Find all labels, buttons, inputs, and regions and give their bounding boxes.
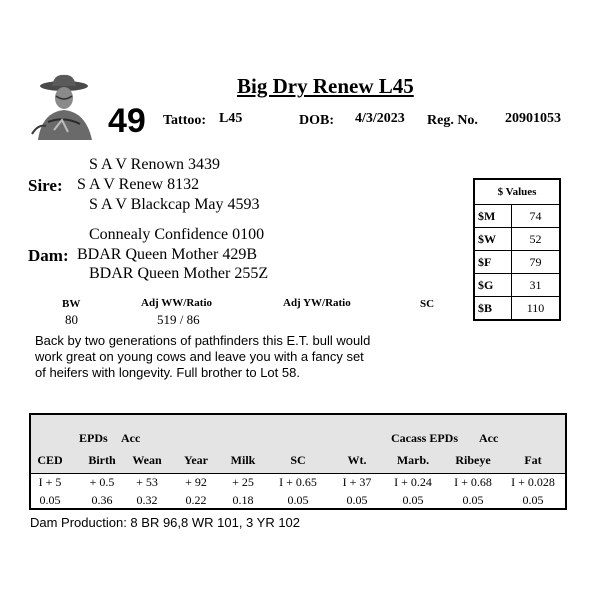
epd-column-header: SC [290,453,306,467]
lot-number: 49 [108,102,146,140]
value-number: 31 [512,274,561,297]
tattoo-label: Tattoo: [163,113,207,128]
value-number: 74 [512,205,561,228]
epd-value: + 53 [136,475,158,489]
sire-name: S A V Renew 8132 [77,176,200,193]
epd-accuracy: 0.22 [185,493,207,507]
epd-value: + 92 [185,475,207,489]
reg-label: Reg. No. [427,113,478,128]
value-key: $W [474,228,512,251]
lot-description: Back by two generations of pathfinders this E.T. bull would work great on young cows and leave you with a fancy set of heifers with longevity. Full brother to Lot 58. [35,333,371,380]
reg-value: 20901053 [505,111,561,126]
epd-column-header: Fat [524,453,542,467]
value-number: 79 [512,251,561,274]
bw-value: 80 [65,312,78,327]
epd-accuracy: 0.18 [232,493,254,507]
dob-value: 4/3/2023 [355,111,405,126]
dam-name: BDAR Queen Mother 429B [77,246,257,263]
epd-column-header: Ribeye [455,453,491,467]
epd-value: + 25 [232,475,254,489]
epd-value: + 0.5 [89,475,115,489]
epd-column-header: Wt. [347,453,367,467]
epd-accuracy: 0.05 [287,493,309,507]
epd-group-label: EPDs [79,431,108,445]
value-key: $G [474,274,512,297]
epd-column-header: CED [37,453,63,467]
epd-accuracy: 0.32 [136,493,158,507]
dam-dam: BDAR Queen Mother 255Z [89,265,269,282]
epd-value: I + 0.65 [279,475,317,489]
carcass-epd-group-label: Cacass EPDs [391,431,459,445]
epd-accuracy: 0.36 [91,493,113,507]
epd-column-header: Marb. [396,453,430,467]
epd-acc-label: Acc [121,431,141,445]
value-key: $B [474,297,512,321]
dollar-values-header: $ Values [474,179,560,205]
epd-value: I + 0.028 [511,475,555,489]
epd-column-header: Birth [88,453,116,467]
epd-column-header: Year [184,453,208,467]
epd-value: I + 5 [38,475,62,489]
epd-accuracy: 0.05 [522,493,544,507]
dam-label: Dam: [28,246,69,265]
epd-value: I + 37 [342,475,372,489]
dollar-values-table [473,178,561,321]
dob-label: DOB: [299,113,334,128]
epd-value: I + 0.68 [454,475,492,489]
yw-label: Adj YW/Ratio [283,297,351,309]
epd-accuracy: 0.05 [402,493,424,507]
sire-dam: S A V Blackcap May 4593 [89,196,260,213]
bw-label: BW [62,298,81,310]
epd-column-header: Milk [230,453,256,467]
ww-label: Adj WW/Ratio [141,297,212,309]
sc-label: SC [420,298,435,310]
sire-sire: S A V Renown 3439 [89,156,220,173]
value-number: 52 [512,228,561,251]
epd-table [29,413,567,510]
epd-column-header: Wean [132,453,162,467]
value-key: $M [474,205,512,228]
epd-accuracy: 0.05 [346,493,368,507]
carcass-acc-label: Acc [479,431,499,445]
ww-value: 519 / 86 [157,312,200,327]
epd-value: I + 0.24 [394,475,432,489]
cowboy-logo-icon [28,72,98,140]
lot-title: Big Dry Renew L45 [237,74,414,98]
dam-production: Dam Production: 8 BR 96,8 WR 101, 3 YR 102 [30,515,301,530]
sire-label: Sire: [28,176,63,195]
epd-accuracy: 0.05 [39,493,61,507]
tattoo-value: L45 [219,111,243,126]
cowboy-logo [28,72,98,140]
value-key: $F [474,251,512,274]
epd-accuracy: 0.05 [462,493,484,507]
value-number: 110 [512,297,561,321]
dam-sire: Connealy Confidence 0100 [89,226,265,243]
